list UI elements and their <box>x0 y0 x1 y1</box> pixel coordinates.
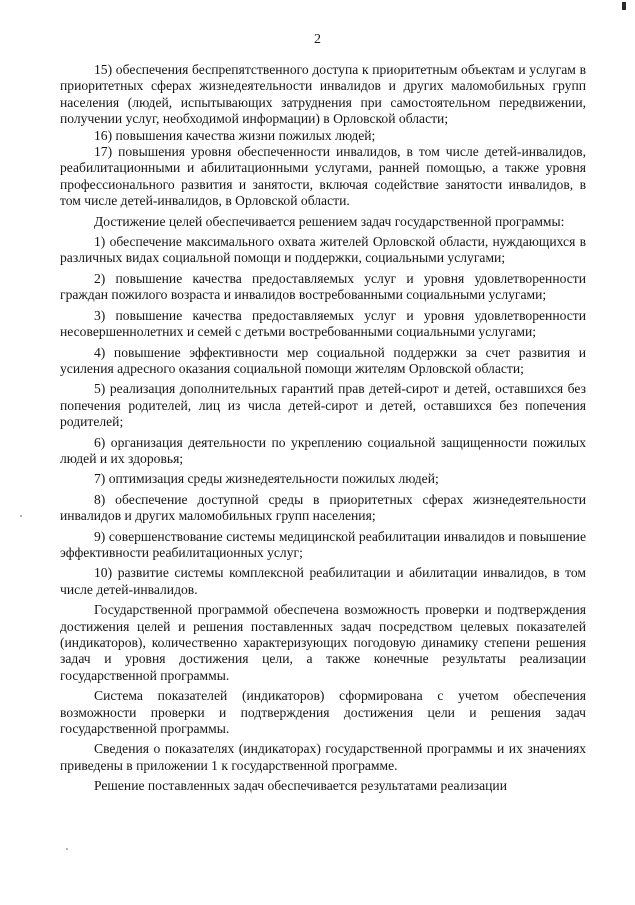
document-body <box>60 62 586 795</box>
paragraph-indicators: Государственной программой обеспечена возможность проверки и подтверждения достижения целей и решения поставленных задач посредством целевых показателей (индикаторов), количественно характеризующих погодовую динамику степени решения задач и уровня достижения цели, а также конечные результаты реализации государственной программы. <box>60 602 586 683</box>
paragraph-item-15: 15) обеспечения беспрепятственного доступа к приоритетным объектам и услугам в приоритетных сферах жизнедеятельности инвалидов и других маломобильных групп населения (людей, испытывающих затруднения при самостоятельном передвижении, получении услуг, необходимой информации) в Орловской области; <box>60 62 586 127</box>
scan-speck <box>20 515 22 517</box>
paragraph-solution: Решение поставленных задач обеспечивается результатами реализации <box>94 778 507 794</box>
paragraph-task-4: 4) повышение эффективности мер социальной поддержки за счет развития и усиления адресного оказания социальной помощи жителям Орловской области; <box>60 344 586 376</box>
paragraph-task-1: 1) обеспечение максимального охвата жителей Орловской области, нуждающихся в различных видах социальной помощи и поддержки, социальными услугами; <box>60 234 586 266</box>
paragraph-task-5: 5) реализация дополнительных гарантий прав детей-сирот и детей, оставшихся без попечения родителей, лиц из числа детей-сирот и детей, оставшихся без попечения родителей; <box>60 381 586 430</box>
paragraph-task-2: 2) повышение качества предоставляемых услуг и уровня удовлетворенности граждан пожилого возраста и инвалидов востребованными социальными услугами; <box>60 270 586 303</box>
scan-corner-mark <box>622 2 626 10</box>
paragraph-indicator-info: Сведения о показателях (индикаторах) государственной программы и их значениях приведены в приложении 1 к государственной программе. <box>60 741 586 773</box>
paragraph-task-9: 9) совершенствование системы медицинской реабилитации инвалидов и повышение эффективности реабилитационных услуг; <box>60 528 586 560</box>
paragraph-task-7: 7) оптимизация среды жизнедеятельности пожилых людей; <box>94 471 439 487</box>
page-number: 2 <box>314 32 321 47</box>
paragraph-task-6: 6) организация деятельности по укреплению социальной защищенности пожилых людей и их здоровья; <box>60 434 586 466</box>
paragraph-item-17: 17) повышения уровня обеспеченности инвалидов, в том числе детей-инвалидов, реабилитационными и абилитационными услугами, ранней помощью, а также уровня профессионального развития и занятости, включая содействие занятости инвалидов, в том числе детей-инвалидов, в Орловской области. <box>60 144 586 209</box>
paragraph-item-16: 16) повышения качества жизни пожилых людей; <box>94 127 376 143</box>
paragraph-task-8: 8) обеспечение доступной среды в приоритетных сферах жизнедеятельности инвалидов и других маломобильных групп населения; <box>60 491 586 524</box>
paragraph-task-10: 10) развитие системы комплексной реабилитации и абилитации инвалидов, в том числе детей-инвалидов. <box>60 565 586 597</box>
scan-speck <box>66 848 68 850</box>
paragraph-task-3: 3) повышение качества предоставляемых услуг и уровня удовлетворенности несовершеннолетних и семей с детьми востребованными социальными услугами; <box>60 307 586 340</box>
paragraph-indicator-system: Система показателей (индикаторов) сформирована с учетом обеспечения возможности проверки и подтверждения достижения цели и решения задач государственной программы. <box>60 688 586 737</box>
paragraph-tasks-intro: Достижение целей обеспечивается решением задач государственной программы: <box>94 213 565 229</box>
